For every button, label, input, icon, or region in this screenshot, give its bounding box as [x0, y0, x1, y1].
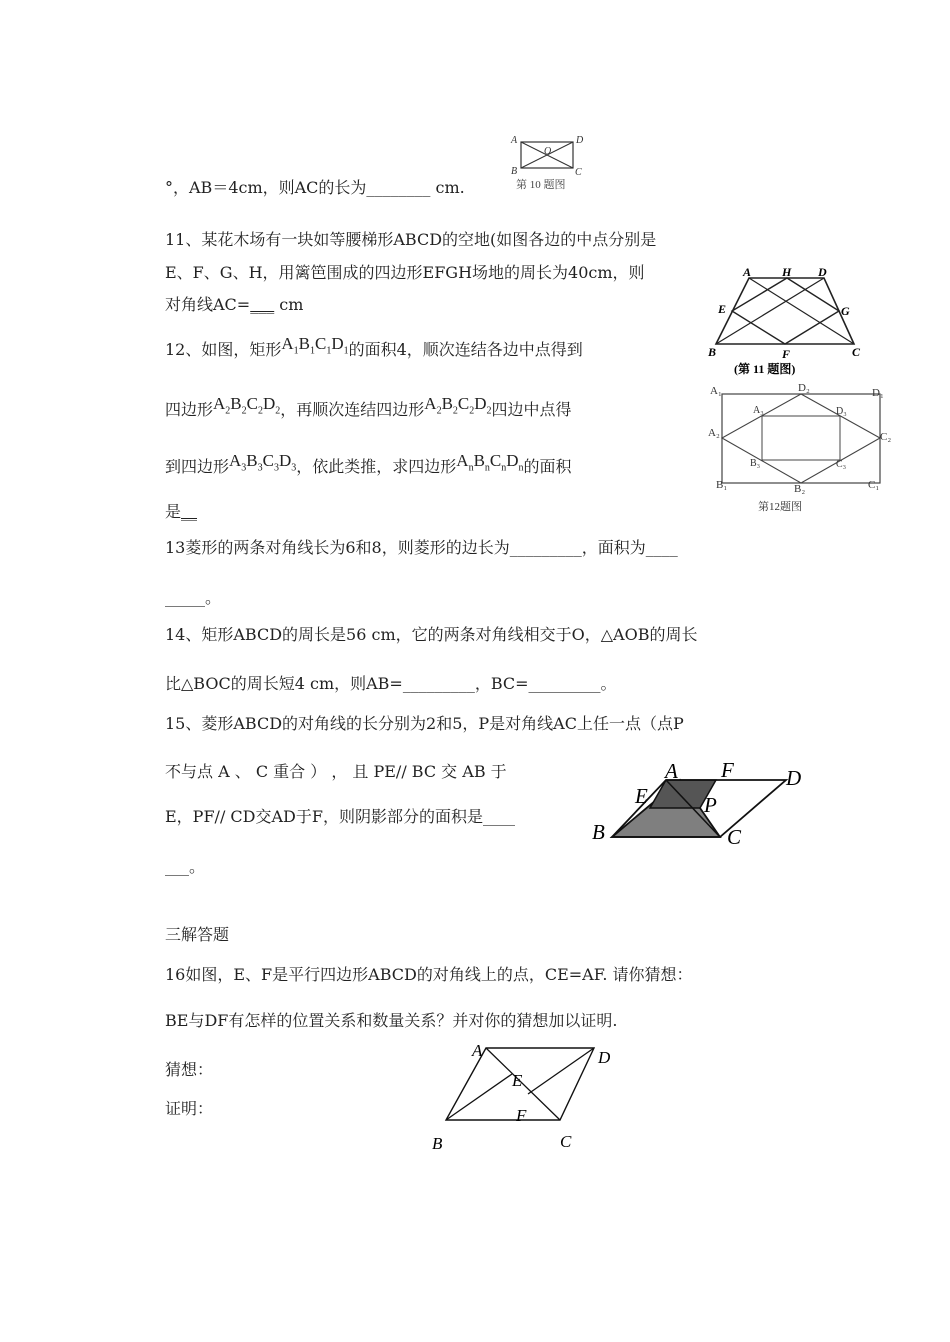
q16-guess-label: 猜想： [165, 1060, 214, 1079]
q14-line-2: 比△BOC的周长短4 cm，则AB=_________，BC=_________。 [165, 674, 617, 693]
q16-line-1: 16如图，E、F是平行四边形ABCD的对角线上的点，CE=AF. 请你猜想： [165, 965, 693, 984]
q12-figure [706, 380, 896, 516]
q12-label-d1: D₁ [872, 387, 884, 399]
q12-label-c3: C₃ [836, 459, 847, 470]
q12-line-1-pre: 12、如图，矩形 [165, 340, 282, 359]
q12-quad-3: $A_3B_3C_3D_3$ [229, 451, 297, 474]
q15-label-p: P [704, 793, 717, 817]
q15-label-a: A [665, 759, 678, 783]
q15-label-b: B [592, 820, 605, 844]
q11-line-1: 11、某花木场有一块如等腰梯形ABCD的空地(如图各边的中点分别是 [165, 230, 657, 249]
q15-line-2: 不与点 A 、 C 重合 ） ， 且 PE// BC 交 AB 于 [165, 762, 507, 781]
q11-blank: ___ [250, 295, 275, 314]
q12-label-c1: C₁ [868, 479, 880, 491]
q15-label-c: C [727, 825, 742, 849]
q11-label-c: C [852, 345, 861, 359]
q12-quad-n: $A_nB_nC_nD_n$ [456, 451, 524, 474]
q12-line-1-post: 的面积4，顺次连结各边中点得到 [348, 340, 583, 359]
q15-line-1: 15、菱形ABCD的对角线的长分别为2和5，P是对角线AC上任一点（点P [165, 714, 684, 733]
q16-label-d: D [598, 1048, 611, 1067]
q12-caption: 第12题图 [758, 501, 802, 513]
q10-label-b: B [511, 166, 518, 177]
q12-blank: __ [181, 502, 198, 521]
q12-line-4 [165, 501, 197, 523]
q11-label-g: G [841, 304, 850, 318]
q11-label-d: D [818, 266, 827, 279]
q12-quad-1: $A_1B_1C_1D_1$ [281, 334, 349, 357]
q16-label-a: A [472, 1041, 483, 1060]
q11-label-e: E [718, 302, 727, 316]
q12-label-d2: D₂ [798, 382, 810, 394]
q11-figure [704, 266, 874, 378]
q14-line-1: 14、矩形ABCD的周长是56 cm，它的两条对角线相交于O，△AOB的周长 [165, 625, 698, 644]
q10-caption: 第 10 题图 [516, 179, 566, 191]
q15-line-4: ___。 [165, 857, 206, 876]
q12-label-b2: B₂ [794, 483, 806, 495]
q11-label-f: F [782, 347, 791, 361]
q11-label-b: B [708, 345, 717, 359]
q12-line-1 [165, 334, 583, 368]
q12-line-3 [165, 451, 572, 485]
q12-line-2-pre: 四边形 [165, 400, 214, 419]
q10-label-d: D [576, 135, 584, 146]
q15-label-e: E [635, 784, 648, 808]
q11-line-3 [165, 294, 303, 316]
q12-label-c2: C₂ [880, 431, 892, 443]
q16-proof-label: 证明： [165, 1099, 214, 1118]
q12-line-2 [165, 394, 572, 428]
q16-line-2: BE与DF有怎样的位置关系和数量关系？并对你的猜想加以证明. [165, 1011, 618, 1030]
q10-line: °，AB＝4cm，则AC的长为________ cm. [165, 178, 465, 197]
q16-label-e: E [512, 1071, 523, 1090]
q15-figure [586, 758, 816, 850]
q11-line-2: E、F、G、H，用篱笆围成的四边形EFGH场地的周长为40cm，则 [165, 263, 645, 282]
q12-line-3-post: 的面积 [523, 457, 572, 476]
q12-line-3-mid: ，依此类推，求四边形 [296, 457, 457, 476]
q12-label-b1: B₁ [716, 479, 728, 491]
q12-label-d3: D₃ [836, 406, 847, 417]
q10-label-a: A [511, 135, 518, 146]
q16-figure [426, 1036, 626, 1156]
q11-line-3-pre: 对角线AC= [165, 295, 251, 314]
q16-label-c: C [560, 1132, 572, 1151]
q16-label-f: F [516, 1106, 527, 1125]
q16-label-b: B [432, 1134, 443, 1153]
q12-line-3-pre: 到四边形 [165, 457, 230, 476]
q12-label-a1: A₁ [710, 385, 722, 397]
q10-label-c: C [575, 167, 582, 178]
q12-label-a2: A₂ [708, 427, 720, 439]
q15-label-f: F [721, 758, 734, 782]
q11-label-a: A [743, 266, 752, 279]
q12-line-2-post: 四边中点得 [491, 400, 572, 419]
q12-line-2-mid: ，再顺次连结四边形 [280, 400, 425, 419]
q11-caption: (第 11 题图) [734, 362, 796, 376]
q11-line-3-post: cm [274, 295, 304, 314]
q10-figure [506, 130, 586, 194]
q12-label-a3: A₃ [753, 405, 764, 416]
q13-line-2: _____。 [165, 588, 222, 607]
q12-line-4-text: 是 [165, 502, 182, 521]
section-3-title: 三解答题 [165, 925, 230, 944]
q12-quad-2b: $A_2B_2C_2D_2$ [424, 394, 492, 417]
q15-line-3: E，PF// CD交AD于F，则阴影部分的面积是____ [165, 807, 515, 826]
q15-label-d: D [786, 766, 802, 790]
q12-quad-2: $A_2B_2C_2D_2$ [213, 394, 281, 417]
q13-line-1: 13菱形的两条对角线长为6和8，则菱形的边长为_________，面积为____ [165, 538, 678, 557]
q10-label-o: O [544, 146, 552, 157]
q12-label-b3: B₃ [750, 458, 761, 469]
q11-label-h: H [782, 266, 792, 279]
